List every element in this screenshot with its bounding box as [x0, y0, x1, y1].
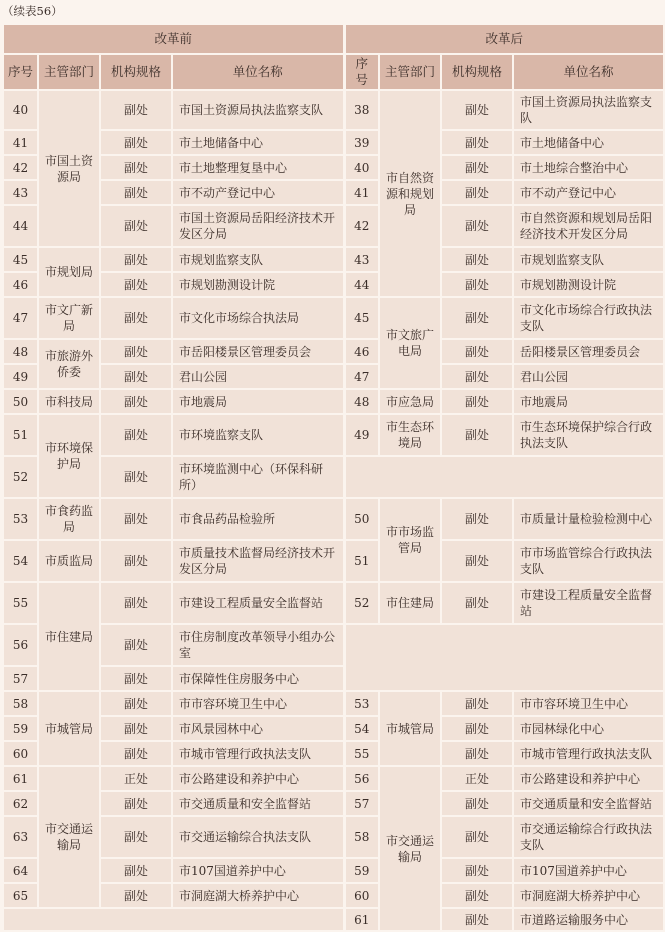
- row-no: 47: [344, 364, 379, 389]
- reform-table: [2, 23, 665, 932]
- unit-cell: 市风景园林中心: [172, 716, 344, 741]
- dept-cell: 市市场监管局: [379, 498, 441, 582]
- dept-cell: 市交通运输局: [379, 766, 441, 931]
- unit-cell: 市土地整理复垦中心: [172, 155, 344, 180]
- row-no: 45: [3, 247, 38, 272]
- row-no: 60: [3, 741, 38, 766]
- row-no: 59: [344, 858, 379, 883]
- rank-cell: 副处: [100, 582, 172, 624]
- row-no: 47: [3, 297, 38, 339]
- rank-cell: 副处: [100, 155, 172, 180]
- row-no: 50: [3, 389, 38, 414]
- row-no: 55: [344, 741, 379, 766]
- row-no: 55: [3, 582, 38, 624]
- row-no: 56: [344, 766, 379, 791]
- table-row: [3, 858, 664, 883]
- rank-cell: 副处: [100, 180, 172, 205]
- unit-cell: 市公路建设和养护中心: [513, 766, 664, 791]
- dept-cell: 市生态环境局: [379, 414, 441, 456]
- rank-cell: 副处: [100, 456, 172, 498]
- row-no: 58: [344, 816, 379, 858]
- unit-cell: 市交通运输综合执法支队: [172, 816, 344, 858]
- unit-cell: 市文化市场综合执法局: [172, 297, 344, 339]
- unit-cell: 市环境监测中心（环保科研所）: [172, 456, 344, 498]
- rank-cell: 副处: [441, 741, 513, 766]
- rank-cell: 副处: [441, 205, 513, 247]
- unit-cell: 市107国道养护中心: [513, 858, 664, 883]
- row-no: 53: [3, 498, 38, 540]
- row-no: 57: [3, 666, 38, 691]
- row-no: 40: [344, 155, 379, 180]
- unit-cell: 市地震局: [172, 389, 344, 414]
- unit-cell: 市园林绿化中心: [513, 716, 664, 741]
- unit-cell: 市交通质量和安全监督站: [172, 791, 344, 816]
- unit-cell: 市道路运输服务中心: [513, 908, 664, 931]
- unit-cell: 市住房制度改革领导小组办公室: [172, 624, 344, 666]
- row-no: 46: [3, 272, 38, 297]
- rank-cell: 副处: [100, 130, 172, 155]
- row-no: 63: [3, 816, 38, 858]
- dept-cell: 市质监局: [38, 540, 100, 582]
- row-no: 51: [344, 540, 379, 582]
- rank-cell: 副处: [100, 247, 172, 272]
- row-no: 48: [3, 339, 38, 364]
- col-rank-before: 机构规格: [100, 54, 172, 90]
- row-no: 56: [3, 624, 38, 666]
- row-no: 54: [3, 540, 38, 582]
- unit-cell: 市市容环境卫生中心: [172, 691, 344, 716]
- table-row: [3, 498, 664, 540]
- table-row: [3, 540, 664, 582]
- unit-cell: 市市场监管综合行政执法支队: [513, 540, 664, 582]
- unit-cell: 市公路建设和养护中心: [172, 766, 344, 791]
- unit-cell: 市地震局: [513, 389, 664, 414]
- rank-cell: 副处: [100, 691, 172, 716]
- table-row: [3, 180, 664, 205]
- rank-cell: 副处: [100, 414, 172, 456]
- rank-cell: 副处: [100, 816, 172, 858]
- table-row: [3, 716, 664, 741]
- dept-cell: 市城管局: [38, 691, 100, 766]
- row-no: 61: [344, 908, 379, 931]
- table-row: [3, 908, 664, 931]
- dept-cell: 市城管局: [379, 691, 441, 766]
- rank-cell: 副处: [100, 858, 172, 883]
- row-no: 45: [344, 297, 379, 339]
- blank-cell: [3, 908, 344, 931]
- rank-cell: 正处: [100, 766, 172, 791]
- rank-cell: 副处: [441, 364, 513, 389]
- rank-cell: 副处: [441, 247, 513, 272]
- rank-cell: 副处: [441, 90, 513, 130]
- table-row: [3, 816, 664, 858]
- dept-cell: 市自然资源和规划局: [379, 90, 441, 297]
- unit-cell: 市岳阳楼景区管理委员会: [172, 339, 344, 364]
- unit-cell: 市规划监察支队: [513, 247, 664, 272]
- rank-cell: 副处: [100, 272, 172, 297]
- unit-cell: 君山公园: [513, 364, 664, 389]
- table-row: [3, 741, 664, 766]
- unit-cell: 市规划监察支队: [172, 247, 344, 272]
- rank-cell: 副处: [441, 130, 513, 155]
- col-rank-after: 机构规格: [441, 54, 513, 90]
- row-no: 51: [3, 414, 38, 456]
- unit-cell: 市交通运输综合行政执法支队: [513, 816, 664, 858]
- row-no: 43: [3, 180, 38, 205]
- row-no: 52: [3, 456, 38, 498]
- unit-cell: 市洞庭湖大桥养护中心: [172, 883, 344, 908]
- table-row: [3, 272, 664, 297]
- row-no: 42: [344, 205, 379, 247]
- rank-cell: 副处: [441, 155, 513, 180]
- rank-cell: 副处: [100, 364, 172, 389]
- row-no: 44: [3, 205, 38, 247]
- dept-cell: 市国土资源局: [38, 90, 100, 247]
- unit-cell: 市土地储备中心: [172, 130, 344, 155]
- unit-cell: 市保障性住房服务中心: [172, 666, 344, 691]
- unit-cell: 市文化市场综合行政执法支队: [513, 297, 664, 339]
- row-no: 59: [3, 716, 38, 741]
- row-no: 38: [344, 90, 379, 130]
- table-row: [3, 624, 664, 666]
- row-no: 49: [344, 414, 379, 456]
- row-no: 49: [3, 364, 38, 389]
- rank-cell: 副处: [441, 414, 513, 456]
- table-row: [3, 414, 664, 456]
- row-no: 65: [3, 883, 38, 908]
- blank-cell: [344, 624, 664, 691]
- col-unit-before: 单位名称: [172, 54, 344, 90]
- row-no: 60: [344, 883, 379, 908]
- rank-cell: 副处: [441, 791, 513, 816]
- dept-cell: 市住建局: [379, 582, 441, 624]
- unit-cell: 市市容环境卫生中心: [513, 691, 664, 716]
- rank-cell: 副处: [441, 339, 513, 364]
- unit-cell: 市城市管理行政执法支队: [513, 741, 664, 766]
- rank-cell: 副处: [441, 816, 513, 858]
- unit-cell: 市国土资源局执法监察支队: [172, 90, 344, 130]
- rank-cell: 副处: [100, 540, 172, 582]
- row-no: 40: [3, 90, 38, 130]
- row-no: 41: [3, 130, 38, 155]
- row-no: 54: [344, 716, 379, 741]
- rank-cell: 副处: [100, 498, 172, 540]
- unit-cell: 市食品药品检验所: [172, 498, 344, 540]
- rank-cell: 副处: [441, 691, 513, 716]
- dept-cell: 市交通运输局: [38, 766, 100, 908]
- row-no: 44: [344, 272, 379, 297]
- unit-cell: 市交通质量和安全监督站: [513, 791, 664, 816]
- dept-cell: 市科技局: [38, 389, 100, 414]
- table-row: [3, 155, 664, 180]
- rank-cell: 副处: [100, 791, 172, 816]
- row-no: 64: [3, 858, 38, 883]
- unit-cell: 市建设工程质量安全监督站: [513, 582, 664, 624]
- row-no: 39: [344, 130, 379, 155]
- rank-cell: 副处: [441, 858, 513, 883]
- table-row: [3, 883, 664, 908]
- rank-cell: 副处: [441, 540, 513, 582]
- row-no: 58: [3, 691, 38, 716]
- rank-cell: 正处: [441, 766, 513, 791]
- blank-cell: [344, 456, 664, 498]
- row-no: 57: [344, 791, 379, 816]
- rank-cell: 副处: [100, 624, 172, 666]
- header-after: 改革后: [344, 24, 664, 54]
- unit-cell: 市土地储备中心: [513, 130, 664, 155]
- table-row: [3, 691, 664, 716]
- rank-cell: 副处: [441, 908, 513, 931]
- rank-cell: 副处: [441, 389, 513, 414]
- col-no-after: 序号: [344, 54, 379, 90]
- row-no: 50: [344, 498, 379, 540]
- dept-cell: 市文旅广电局: [379, 297, 441, 389]
- dept-cell: 市规划局: [38, 247, 100, 297]
- row-no: 61: [3, 766, 38, 791]
- table-row: [3, 766, 664, 791]
- rank-cell: 副处: [441, 297, 513, 339]
- table-row: [3, 339, 664, 364]
- rank-cell: 副处: [441, 180, 513, 205]
- table-caption: （续表56）: [2, 4, 63, 18]
- dept-cell: 市文广新局: [38, 297, 100, 339]
- table-row: [3, 456, 664, 498]
- table-row: [3, 389, 664, 414]
- table-row: [3, 364, 664, 389]
- rank-cell: 副处: [100, 389, 172, 414]
- row-no: 42: [3, 155, 38, 180]
- unit-cell: 市建设工程质量安全监督站: [172, 582, 344, 624]
- col-dept-after: 主管部门: [379, 54, 441, 90]
- rank-cell: 副处: [441, 582, 513, 624]
- table-row: [3, 205, 664, 247]
- col-dept-before: 主管部门: [38, 54, 100, 90]
- unit-cell: 市土地综合整治中心: [513, 155, 664, 180]
- rank-cell: 副处: [100, 883, 172, 908]
- table-row: [3, 297, 664, 339]
- row-no: 53: [344, 691, 379, 716]
- rank-cell: 副处: [441, 716, 513, 741]
- row-no: 48: [344, 389, 379, 414]
- table-row: [3, 582, 664, 624]
- row-no: 43: [344, 247, 379, 272]
- rank-cell: 副处: [441, 498, 513, 540]
- row-no: 62: [3, 791, 38, 816]
- unit-cell: 君山公园: [172, 364, 344, 389]
- unit-cell: 市环境监察支队: [172, 414, 344, 456]
- rank-cell: 副处: [100, 205, 172, 247]
- dept-cell: 市环境保护局: [38, 414, 100, 498]
- dept-cell: 市应急局: [379, 389, 441, 414]
- unit-cell: 市国土资源局执法监察支队: [513, 90, 664, 130]
- rank-cell: 副处: [100, 716, 172, 741]
- unit-cell: 市107国道养护中心: [172, 858, 344, 883]
- unit-cell: 市质量技术监督局经济技术开发区分局: [172, 540, 344, 582]
- unit-cell: 市不动产登记中心: [513, 180, 664, 205]
- unit-cell: 市生态环境保护综合行政执法支队: [513, 414, 664, 456]
- rank-cell: 副处: [100, 90, 172, 130]
- row-no: 46: [344, 339, 379, 364]
- unit-cell: 市不动产登记中心: [172, 180, 344, 205]
- col-no-before: 序号: [3, 54, 38, 90]
- rank-cell: 副处: [100, 339, 172, 364]
- rank-cell: 副处: [441, 272, 513, 297]
- row-no: 52: [344, 582, 379, 624]
- rank-cell: 副处: [100, 297, 172, 339]
- unit-cell: 市规划勘测设计院: [172, 272, 344, 297]
- row-no: 41: [344, 180, 379, 205]
- unit-cell: 市城市管理行政执法支队: [172, 741, 344, 766]
- rank-cell: 副处: [100, 666, 172, 691]
- dept-cell: 市住建局: [38, 582, 100, 691]
- rank-cell: 副处: [100, 741, 172, 766]
- rank-cell: 副处: [441, 883, 513, 908]
- table-row: [3, 90, 664, 130]
- table-row: [3, 130, 664, 155]
- table-row: [3, 791, 664, 816]
- dept-cell: 市食药监局: [38, 498, 100, 540]
- unit-cell: 市规划勘测设计院: [513, 272, 664, 297]
- unit-cell: 市洞庭湖大桥养护中心: [513, 883, 664, 908]
- unit-cell: 市国土资源局岳阳经济技术开发区分局: [172, 205, 344, 247]
- header-before: 改革前: [3, 24, 344, 54]
- table-row: [3, 247, 664, 272]
- unit-cell: 市自然资源和规划局岳阳经济技术开发区分局: [513, 205, 664, 247]
- unit-cell: 岳阳楼景区管理委员会: [513, 339, 664, 364]
- dept-cell: 市旅游外侨委: [38, 339, 100, 389]
- col-unit-after: 单位名称: [513, 54, 664, 90]
- unit-cell: 市质量计量检验检测中心: [513, 498, 664, 540]
